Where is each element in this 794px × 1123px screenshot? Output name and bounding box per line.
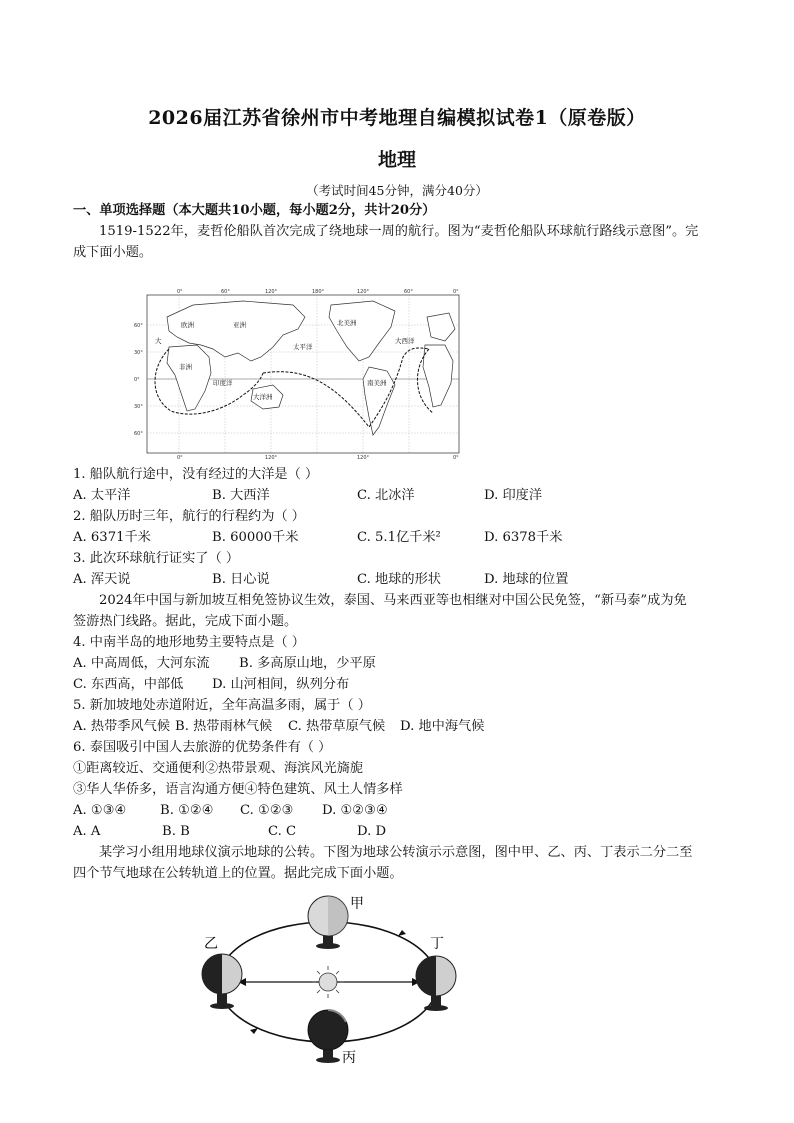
question-5-stem: 5. 新加坡地处赤道附近，全年高温多雨，属于（ ）	[73, 698, 371, 713]
question-4-option-c[interactable]: C. 东西高，中部低	[73, 677, 184, 692]
question-2-option-a[interactable]: A. 6371千米	[73, 530, 151, 545]
question-6-items-cont: ③华人华侨多，语言沟通方便④特色建筑、风土人情多样	[73, 782, 403, 797]
question-6-items: ①距离较近、交通便利②热带景观、海滨风光旖旎	[73, 761, 364, 776]
lat-label: 30°	[134, 404, 143, 410]
question-3-option-d[interactable]: D. 地球的位置	[484, 572, 569, 587]
question-6-choice-b[interactable]: B. B	[162, 824, 190, 839]
passage-3-text: 某学习小组用地球仪演示地球的公转。下图为地球公转演示示意图，图中甲、乙、丙、丁表示二分二至	[99, 845, 693, 860]
intro-text: 1519-1522年，麦哲伦船队首次完成了绕地球一周的航行。图为“麦哲伦船队环球航行路线示意图”。完	[99, 224, 699, 239]
question-2-option-d[interactable]: D. 6378千米	[484, 530, 563, 545]
question-5-option-a[interactable]: A. 热带季风气候	[73, 719, 171, 734]
question-1-option-d[interactable]: D. 印度洋	[484, 488, 543, 503]
lon-label: 0°	[177, 455, 183, 461]
globe-jia	[308, 896, 348, 949]
question-6-choice-c[interactable]: C. C	[268, 824, 297, 839]
label-indian-ocean: 印度洋	[213, 379, 233, 387]
question-6-stem: 6. 泰国吸引中国人去旅游的优势条件有（ ）	[73, 740, 332, 755]
question-5-option-b[interactable]: B. 热带雨林气候	[175, 719, 273, 734]
lon-label: 120°	[265, 455, 278, 461]
question-6-option-c[interactable]: C. ①②③	[240, 803, 294, 818]
question-5-option-d[interactable]: D. 地中海气候	[400, 719, 485, 734]
label-north-america: 北美洲	[337, 319, 357, 327]
question-4-option-d[interactable]: D. 山河相间，纵列分布	[212, 677, 350, 692]
lon-label: 0°	[177, 289, 183, 295]
question-2-option-c[interactable]: C. 5.1亿千米²	[357, 530, 441, 545]
passage-3-text-cont: 四个节气地球在公转轨道上的位置。据此完成下面小题。	[73, 866, 403, 881]
question-6-option-a[interactable]: A. ①③④	[73, 803, 127, 818]
question-5-option-c[interactable]: C. 热带草原气候	[288, 719, 386, 734]
question-4-option-b[interactable]: B. 多高原山地，少平原	[239, 656, 376, 671]
label-jia: 甲	[350, 896, 364, 912]
lat-label: 0°	[134, 377, 140, 383]
exam-title: 2026届江苏省徐州市中考地理自编模拟试卷1（原卷版）	[148, 107, 646, 129]
lon-label: 0°	[453, 455, 459, 461]
question-3-option-a[interactable]: A. 浑天说	[73, 572, 131, 587]
label-africa: 非洲	[179, 363, 192, 371]
lat-label: 30°	[134, 350, 143, 356]
label-asia: 亚洲	[233, 321, 246, 329]
label-atlantic-left: 大	[155, 337, 162, 345]
lon-label: 60°	[404, 289, 413, 295]
question-3-option-b[interactable]: B. 日心说	[212, 572, 270, 587]
exam-info: （考试时间45分钟，满分40分）	[306, 183, 488, 198]
question-6-choice-d[interactable]: D. D	[357, 824, 387, 839]
label-europe: 欧洲	[181, 321, 194, 329]
lat-label: 60°	[134, 323, 143, 329]
subject-title: 地理	[377, 149, 416, 171]
intro-text-cont: 成下面小题。	[73, 245, 153, 260]
earth-revolution-diagram	[196, 890, 474, 1068]
question-4-option-a[interactable]: A. 中高周低，大河东流	[73, 656, 210, 671]
lon-label: 180°	[312, 289, 325, 295]
section-heading: 一、单项选择题（本大题共10小题，每小题2分，共计20分）	[73, 203, 436, 218]
passage-2-text: 2024年中国与新加坡互相免签协议生效，泰国、马来西亚等也相继对中国公民免签，“新马泰”成为免	[99, 593, 687, 608]
lon-label: 120°	[357, 455, 370, 461]
lon-label: 0°	[453, 289, 459, 295]
label-south-america: 南美洲	[367, 379, 387, 387]
label-ding: 丁	[430, 936, 444, 952]
question-3-option-c[interactable]: C. 地球的形状	[357, 572, 441, 587]
passage-2-text-cont: 签游热门线路。据此，完成下面小题。	[73, 614, 298, 629]
question-1-option-c[interactable]: C. 北冰洋	[357, 488, 415, 503]
question-1-option-b[interactable]: B. 大西洋	[212, 488, 270, 503]
question-1-option-a[interactable]: A. 太平洋	[73, 488, 131, 503]
label-pacific: 太平洋	[293, 343, 313, 351]
label-atlantic: 大西洋	[395, 337, 415, 345]
globe-ding	[416, 956, 456, 1011]
question-6-option-b[interactable]: B. ①②④	[160, 803, 214, 818]
question-4-stem: 4. 中南半岛的地形地势主要特点是（ ）	[73, 635, 305, 650]
question-2-stem: 2. 船队历时三年，航行的行程约为（ ）	[73, 509, 305, 524]
question-6-option-d[interactable]: D. ①②③④	[322, 803, 388, 818]
question-2-option-b[interactable]: B. 60000千米	[212, 530, 299, 545]
globe-yi	[202, 954, 242, 1009]
lon-label: 60°	[221, 289, 230, 295]
question-1-stem: 1. 船队航行途中，没有经过的大洋是（ ）	[73, 467, 319, 482]
label-bing: 丙	[342, 1050, 356, 1066]
lon-label: 120°	[357, 289, 370, 295]
lon-label: 120°	[265, 289, 278, 295]
question-6-choice-a[interactable]: A. A	[73, 824, 101, 839]
label-yi: 乙	[204, 936, 218, 952]
magellan-route-map	[133, 287, 465, 461]
label-oceania: 大洋洲	[253, 393, 273, 401]
question-3-stem: 3. 此次环球航行证实了（ ）	[73, 551, 240, 566]
lat-label: 60°	[134, 431, 143, 437]
